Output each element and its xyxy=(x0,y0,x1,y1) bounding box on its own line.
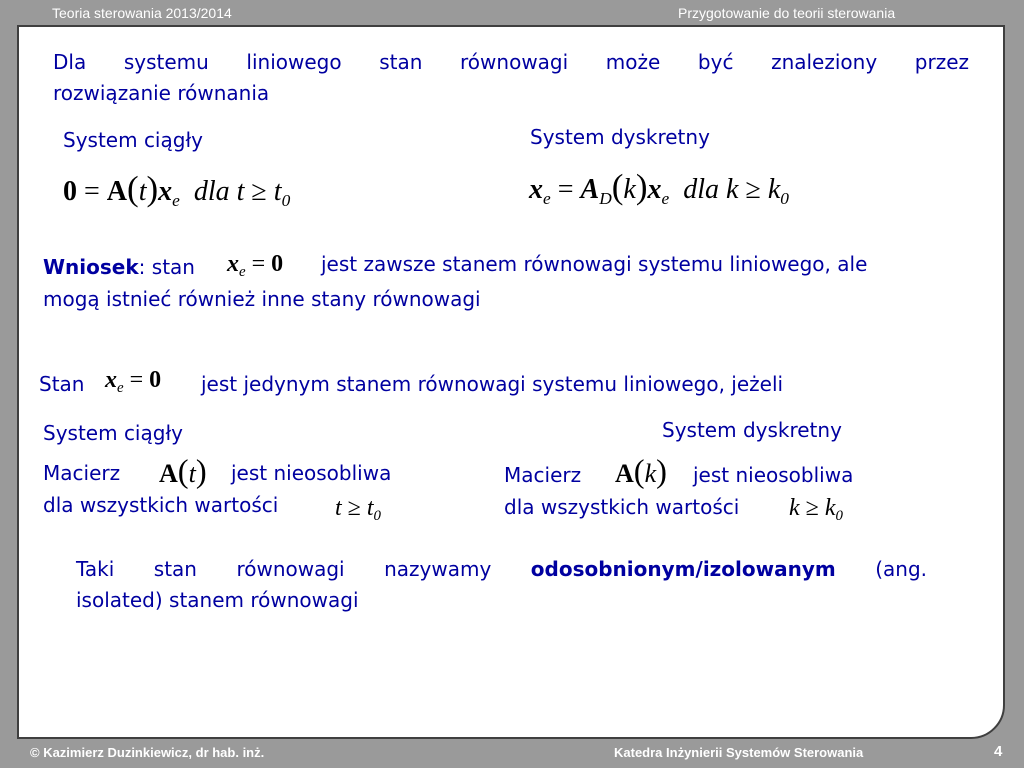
left-matrix-formula: A(t) xyxy=(159,454,207,490)
eq-sub-e-discrete: e xyxy=(543,189,551,209)
isolated-line-1 xyxy=(76,554,927,584)
right-line-2: dla wszystkich wartości xyxy=(504,495,740,519)
equation-continuous: $0 = A(t)x_e$ dla $t \ge t_0$ xyxy=(63,169,291,211)
eq-sub-e2: e xyxy=(661,189,670,209)
conclusion-stan: : stan xyxy=(138,255,195,279)
right-macierz: Macierz xyxy=(504,463,582,487)
right-k-condition: $k \ge k_0$ xyxy=(789,495,843,525)
isolated-text: Taki stan równowagi nazywamy xyxy=(76,557,492,581)
eq-zero-vector: 0 xyxy=(63,176,77,207)
eq-state-x-discrete: x xyxy=(529,174,543,205)
section-title: Przygotowanie do teorii sterowania xyxy=(678,5,896,21)
footer-author: © Kazimierz Duzinkiewicz, dr hab. inż. xyxy=(30,745,265,760)
eq-equals: = xyxy=(84,176,100,207)
unique-state-formula: $x_e = 0$ xyxy=(105,367,162,397)
course-title: Teoria sterowania 2013/2014 xyxy=(52,5,232,21)
eq-geq: ≥ xyxy=(251,176,267,207)
eq-matrix-a: A xyxy=(106,176,128,207)
eq-t0: t xyxy=(273,176,282,207)
isolated-line-2: isolated) stanem równowagi xyxy=(76,588,359,612)
slide-card xyxy=(17,25,1005,739)
eq-k: k xyxy=(726,174,739,205)
unique-state-prefix: Stan xyxy=(39,372,85,396)
eq-t: t xyxy=(236,176,245,207)
intro-line-1: Dla systemu liniowego stan równowagi może być znaleziony przez xyxy=(53,50,969,74)
discrete-system-label: System dyskretny xyxy=(530,125,710,149)
right-matrix-formula: A(k) xyxy=(615,454,667,490)
left-system-label: System ciągły xyxy=(43,421,183,445)
conclusion-state-formula: $x_e = 0$ xyxy=(227,251,284,281)
conclusion-rest: jest zawsze stanem równowagi systemu liniowego, ale xyxy=(321,252,868,276)
eq-time-var: t xyxy=(138,176,147,207)
isolated-bold-terms xyxy=(531,557,836,581)
eq-k0: k xyxy=(767,174,781,205)
footer-department: Katedra Inżynierii Systemów Sterowania xyxy=(614,745,864,760)
eq-geq-discrete: ≥ xyxy=(745,174,761,205)
conclusion-label: Wniosek xyxy=(43,255,139,279)
eq-sub-d: D xyxy=(599,189,612,209)
eq-dla-discrete: dla xyxy=(683,174,719,205)
right-system-label: System dyskretny xyxy=(662,418,842,442)
right-nieosobliwa: jest nieosobliwa xyxy=(693,463,854,487)
eq-sub-0-discrete: 0 xyxy=(780,189,789,209)
eq-sub-0: 0 xyxy=(281,191,291,211)
conclusion-line-1 xyxy=(43,253,195,281)
isolated-ang: (ang. xyxy=(875,557,928,581)
left-nieosobliwa: jest nieosobliwa xyxy=(231,461,392,485)
eq-dla: dla xyxy=(193,176,230,207)
left-line-2: dla wszystkich wartości xyxy=(43,493,279,517)
eq-sub-e: e xyxy=(172,191,180,211)
page-number: 4 xyxy=(994,743,1003,760)
eq-state-x: x xyxy=(158,176,173,207)
isolated-slash: / xyxy=(695,557,703,581)
left-time-condition: $t \ge t_0$ xyxy=(335,495,381,525)
eq-matrix-ad: A xyxy=(580,174,600,205)
eq-k-var: k xyxy=(623,174,636,205)
isolated-term-2: izolowanym xyxy=(702,557,836,581)
intro-line-2: rozwiązanie równania xyxy=(53,81,270,105)
conclusion-line-2: mogą istnieć również inne stany równowagi xyxy=(43,287,481,311)
continuous-system-label: System ciągły xyxy=(63,128,203,152)
isolated-term-1: odosobnionym xyxy=(530,557,696,581)
unique-state-rest: jest jedynym stanem równowagi systemu liniowego, jeżeli xyxy=(201,372,784,396)
equation-discrete: $x_e = A_D(k)x_e$ dla $k \ge k_0$ xyxy=(529,167,789,209)
eq-state-x2: x xyxy=(647,174,662,205)
left-macierz: Macierz xyxy=(43,461,121,485)
eq-equals-discrete: = xyxy=(557,174,574,205)
